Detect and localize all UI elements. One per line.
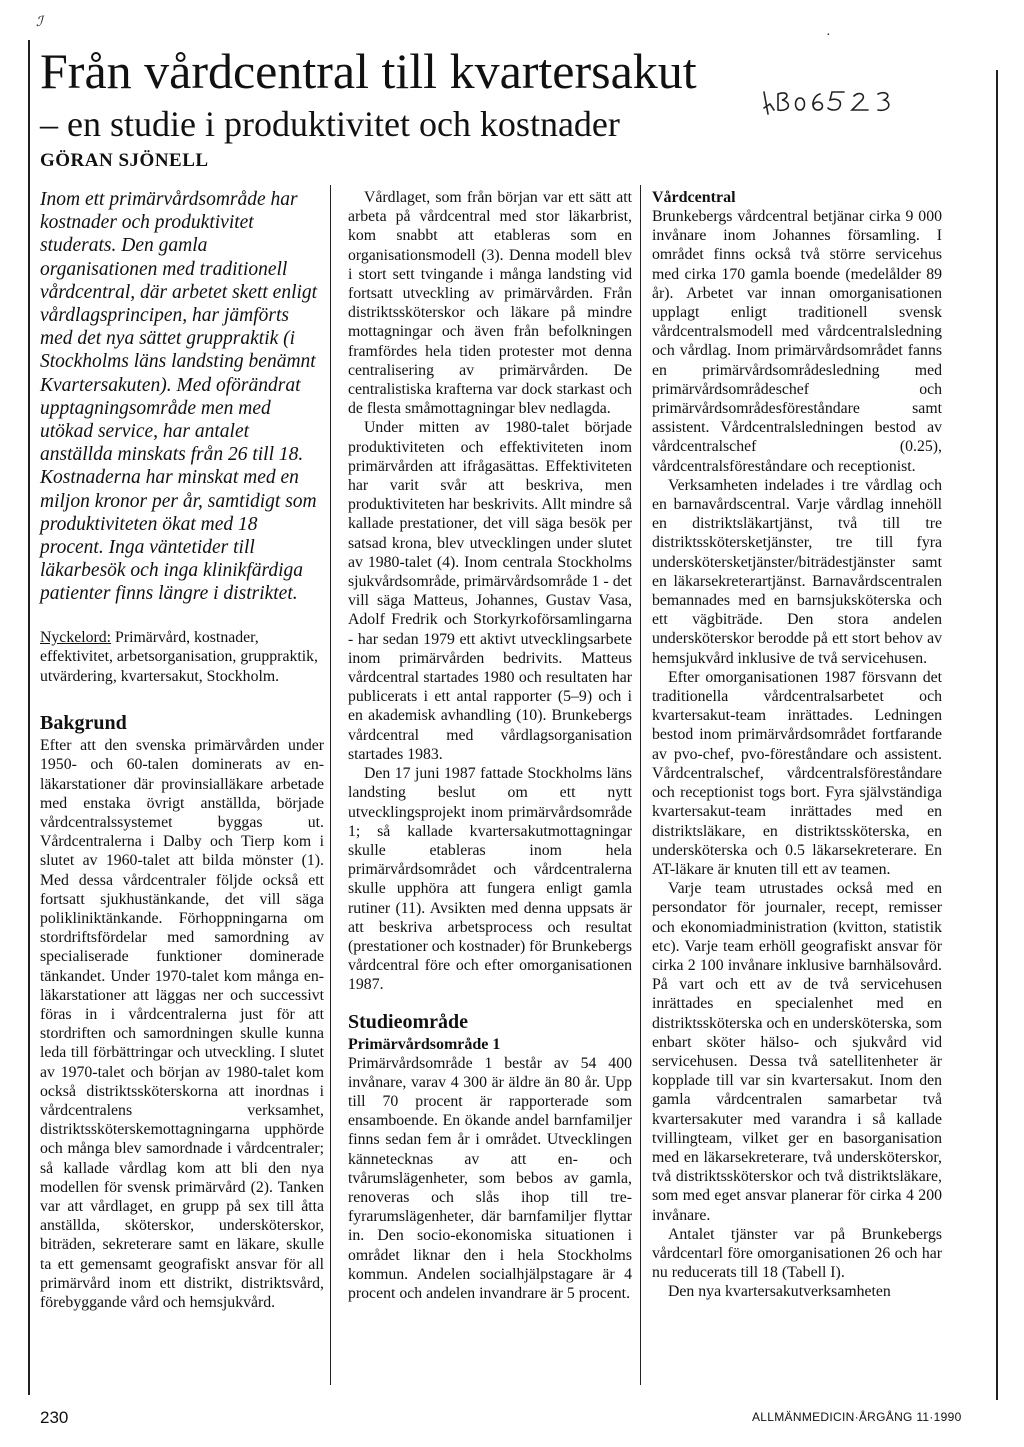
section-gap [348,995,632,1011]
paragraph: Efter att den svenska primärvården under 1950- och 60-talen dominerats av en-läkarstationer där provinsialläkare arbetade med enstaka övrigt anställda, började vårdcentralssystemet byggas ut. Vårdcentralerna i Dalby och Tierp kom i slutet av 1960-talet att bilda mönster (1). Med dessa vårdcentraler följde också ett fortsatt sjukhustänkande, det vill säga polikliniktänkande. Förhoppningarna om stordriftsfördelar med samordning av specialiserade funktioner dominerade tänkandet. Under 1970-talet kom många en-läkarstationer att läggas ner och successivt föras in i vårdcentralerna just för att stordriften och samordningen skulle kunna leda till förbättringar och utveckling. I slutet av 1970-talet och början av 1980-talet kom också distriktssköterskorna att inordnas i vårdcentralens verksamhet, distriktssköterskemottagningarna upphörde och många blev samordnade i vårdcentraler; så kallade vårdlag kom att bli den nya modellen för svensk primärvård (2). Tanken var att vårdlaget, en grupp på sex till åtta anställda, sköterskor, undersköterskor, biträden, sekreterare samt en läkare, skulle ta ett gemensamt geografiskt ansvar för all primärvård inom ett distrikt, distriktsvård, förebyggande vård och hemsjukvård. [40,737,324,1312]
handwritten-code-signature [760,84,920,120]
abstract: Inom ett primärvårdsområde har kostnader och produktivitet studerats. Den gamla organisationen med traditionell vårdcentral, där arbetet skett enligt vårdlagsprincipen, har jämförts med det nya sättet gruppraktik (i Stockholms läns landsting benämnt Kvartersakuten). Med oförändrat upptagningsområde men med utökad service, har antalet anställda minskats från 26 till 18. Kostnaderna har minskat med en miljon kronor per år, samtidigt som produktiviteten ökat med 18 procent. Inga väntetider till läkarbesök och inga klinikfärdiga patienter finns längre i distriktet. [40,189,318,605]
dot-mark: · [826,28,831,43]
subheading-vardcentral: Vårdcentral [652,189,736,206]
paragraph: Den 17 juni 1987 fattade Stockholms läns landsting beslut om ett nytt utvecklingsprojekt inom primärvårdsområde 1; så kallade kvartersakutmottagningar skulle etableras inom hela primärvårdsområdet och vårdcentralerna skulle upphöra att fungera enligt gamla rutiner (11). Avsikten med denna uppsats är att beskriva arbetsprocess och resultat (prestationer och kostnader) för Brunkebergs vårdcentral före och efter omorganisationen 1987. [348,765,632,994]
corner-mark: ℐ [36,15,43,30]
paragraph: Efter omorganisationen 1987 försvann det traditionella vårdcentralsarbetet och kvartersakut-team inrättades. Ledningen bestod inom primärvårdsområdet fortfarande av pvo-chef, pvo-föreståndare och assistent. Vårdcentralschef, vårdcentralsföreståndare och receptionist togs bort. Fyra självständiga kvartersakut-team inrättades med en distriktsläkare, en distriktssköterska, en undersköterska och 0.5 läkarsekreterare. En AT-läkare är knuten till ett av teamen. [652,668,942,878]
paragraph: Primärvårdsområde 1 består av 54 400 invånare, varav 4 300 är äldre än 80 år. Upp till 70 procent är rapporterade som ensamboende. En ökande andel barnfamiljer finns sedan fem år i området. Utvecklingen kännetecknas av att en- och tvårumslägenheter, som bebos av gamla, renoveras och slås ihop till tre-fyrarumslägenheter, där barnfamiljer flyttar in. Den socio-ekonomiska situationen i området liknar den i hela Stockholms kommun. Andelen socialhjälpstagare är 4 procent och andelen invandrare är 5 procent. [348,1054,632,1302]
column-one [40,188,324,1312]
paragraph: Den nya kvartersakutverksamheten [668,1283,891,1301]
column-divider-1 [330,185,331,1385]
page-number: 230 [40,1408,69,1427]
keywords-label: Nyckelord: [40,628,112,646]
paragraph: Varje team utrustades också med en persondator för journaler, recept, remisser och ekonomiadministration (kvitton, statistik etc). Varje team erhöll geografiskt ansvar för cirka 2 100 invånare inklusive barnhälsovård. På vart och ett av de två servicehusen inrättades en specialenhet med en distriktssköterska och en undersköterska, som enbart sköter hälso- och sjukvård vid servicehusen. Dessa två satellitenheter är kopplade till var sin kvartersakut. Inom den gamla vårdcentralen samarbetar två kvartersakuter med varandra i så kallade tvillingteam, vilket ger en basorganisation med en läkarsekreterare, två undersköterskor, två distriktssköterskor och två distriktsläkare, som med eget ansvar planerar för cirka 4 200 invånare. [652,880,942,1224]
section-heading-studieomrade: Studieområde [348,1010,468,1033]
paragraph: Under mitten av 1980-talet började produktiviteten och effektiviteten inom primärvården att ifrågasättas. Effektiviteten har varit svår att beskriva, men produktiviteten har beskrivits. Allt mindre så kallade prestationer, det vill säga besök per satsad krona, blev utvecklingen under slutet av 1980-talet (4). Inom centrala Stockholms sjukvårdsområde, primärvårdsområde 1 - det vill säga Matteus, Johannes, Gustav Vasa, Adolf Fredrik och Storkyrkoförsamlingarna - har sedan 1979 ett aktivt utvecklingsarbete inom primärvården bedrivits. Matteus vårdcentral startades 1980 och resultaten har publicerats i ett antal rapporter (5–9) och i en akademisk avhandling (10). Brunkebergs vårdcentral med vårdlagsorganisation startades 1983. [348,419,632,763]
column-three [652,188,942,1302]
subheading-primarvardsomrade: Primärvårdsområde 1 [348,1035,501,1053]
keywords-text: Primärvård, kostnader, effektivitet, arbetsorganisation, gruppraktik, utvärdering, kvartersakut, Stockholm. [40,628,318,685]
paragraph: Brunkebergs vårdcentral betjänar cirka 9 000 invånare inom Johannes församling. I området finns också två större servicehus med cirka 170 gamla boende (medelålder 89 år). Arbetet var innan omorganisationen upplagt enligt traditionell svensk vårdcentralsmodell med vårdcentralsledning och vårdlag. Inom primärvårdsområdet fanns en primärvårdsområdesledning med primärvårdsområdeschef och primärvårdsområdesföreståndare samt assistent. Vårdcentralsledningen bestod av vårdcentralschef (0.25), vårdcentralsföreståndare och receptionist. [652,208,942,475]
author-name: GÖRAN SJÖNELL [40,150,209,171]
paragraph: Antalet tjänster var på Brunkebergs vårdcentarl före omorganisationen 26 och har nu reducerats till 18 (Tabell I). [652,1225,942,1282]
keywords [40,628,324,687]
article-title: Från vårdcentral till kvartersakut [40,43,697,99]
paragraph: Vårdlaget, som från början var ett sätt att arbeta på vårdcentral med stor läkarbrist, kom snabbt att etableras som en organisationsmodell (3). Denna modell blev i stort sett tvingande i många landsting vid fortsatt utveckling av primärvården. Från distriktssköterskor och läkare på mindre mottagningar och även från befolkningen framfördes hela tiden protester mot denna centralisering av primärvården. De centralistiska krafterna var dock starkast och de flesta småmottagningar blev nedlagda. [348,189,632,418]
column-two [348,188,632,1303]
column-divider-2 [640,185,641,1385]
section-heading-bakgrund: Bakgrund [40,712,127,735]
right-margin-rule [996,70,998,1400]
article-subtitle: – en studie i produktivitet och kostnader [40,104,620,144]
journal-footer: ALLMÄNMEDICIN·ÅRGÅNG 11·1990 [752,1410,962,1424]
paragraph: Verksamheten indelades i tre vårdlag och en barnavårdscentral. Varje vårdlag innehöll en distriktsläkartjänst, två till tre distriktsskötersketjänster, tre till fyra underskötersketjänster/biträdestjänster samt en läkarsekreterartjänst. Barnavårdscentralen bemannades med en barnsjuksköterska och ett vägbiträde. Den stora andelen undersköterskor berodde på ett stort behov av hemsjukvård inklusive de två servicehusen. [652,476,942,667]
left-margin-rule [28,40,30,1395]
